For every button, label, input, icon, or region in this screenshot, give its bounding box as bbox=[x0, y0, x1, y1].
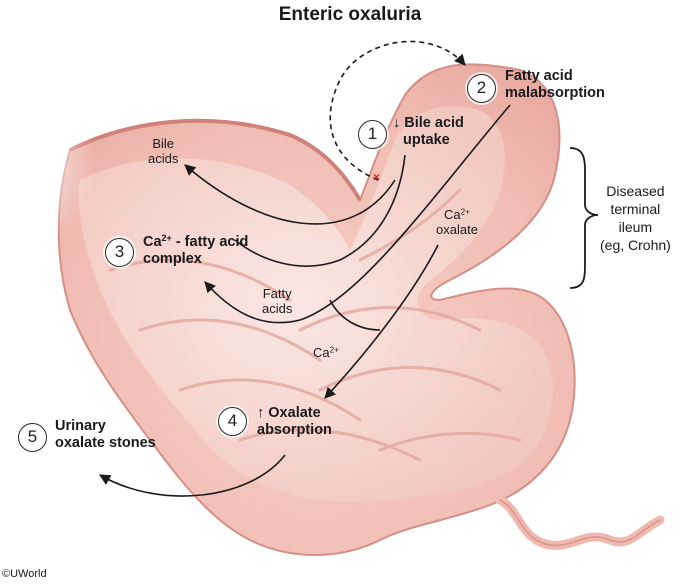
copyright-notice: ©UWorld bbox=[2, 568, 47, 580]
diseased-ileum-label: Diseased terminal ileum (eg, Crohn) bbox=[600, 183, 671, 253]
calcium-oxalate-label: $Ca^{2+}$ oxalate bbox=[436, 207, 478, 238]
step-4-marker: 4 bbox=[218, 407, 247, 436]
step-2-marker: 2 bbox=[467, 74, 496, 103]
step-1-label: ↓ Bile acid uptake bbox=[393, 115, 464, 149]
decrease-arrow-icon: ↓ bbox=[393, 115, 401, 131]
calcium-ion-label: $Ca^{2+}$ bbox=[313, 345, 339, 360]
intestine-tail bbox=[500, 500, 660, 545]
step-3-label: $Ca^{2+}$ - fatty acid complex bbox=[143, 233, 249, 268]
step-4-label: ↑ Oxalate absorption bbox=[257, 405, 332, 439]
ileum-bracket bbox=[570, 148, 598, 288]
step-3-marker: 3 bbox=[105, 238, 134, 267]
fatty-acids-label: Fatty acids bbox=[262, 286, 293, 317]
step-5-label: Urinary oxalate stones bbox=[55, 418, 156, 452]
diagram-title: Enteric oxaluria bbox=[278, 4, 422, 25]
blocked-uptake-mark: × bbox=[373, 170, 381, 184]
increase-arrow-icon: ↑ bbox=[257, 405, 265, 421]
bile-acids-label: Bile acids bbox=[148, 136, 179, 167]
step-5-marker: 5 bbox=[18, 423, 47, 452]
step-1-marker: 1 bbox=[358, 120, 387, 149]
step-2-label: Fatty acid malabsorption bbox=[505, 68, 605, 102]
